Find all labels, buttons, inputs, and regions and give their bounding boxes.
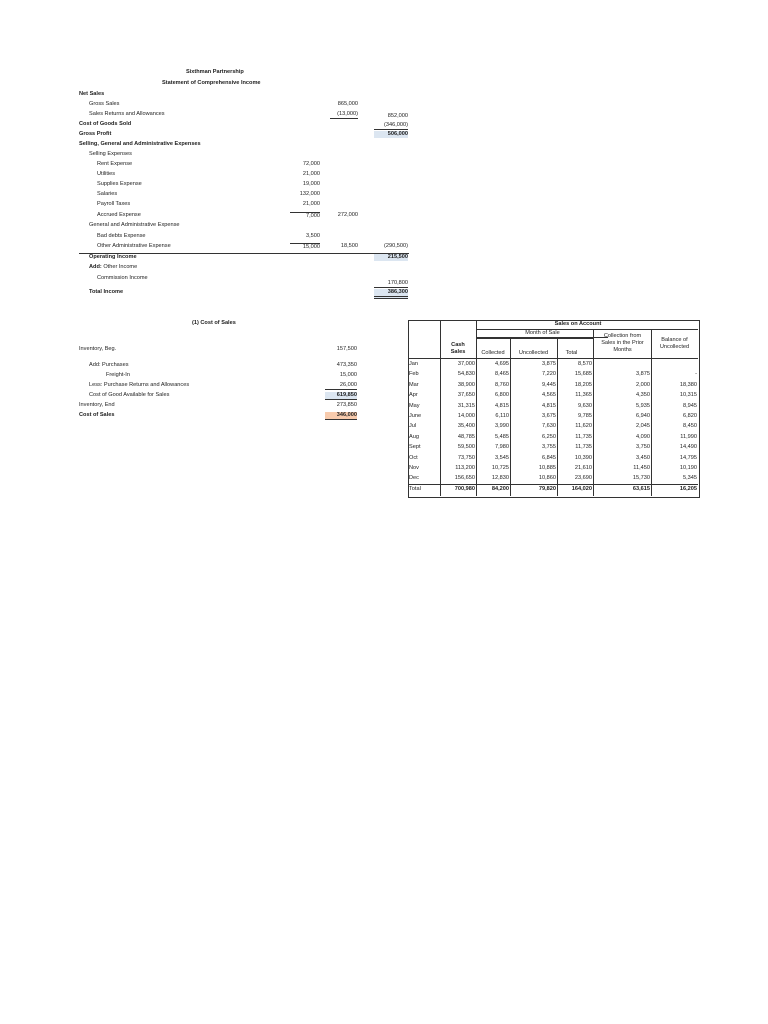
other-income-label: Other Income — [103, 264, 138, 270]
cell-collected: 4,695 — [495, 361, 509, 367]
cell-prior-collection: 3,875 — [636, 371, 650, 378]
cell-month: Apr — [409, 392, 418, 399]
rent-value: 72,000 — [302, 161, 320, 167]
cell-collected: 84,200 — [491, 485, 509, 492]
cell-collected: 8,760 — [495, 381, 509, 388]
bad-debts-value: 3,500 — [306, 233, 320, 239]
total-expenses-value: (290,500) — [384, 243, 408, 249]
row-line — [476, 338, 593, 339]
inventory-beg-value: 157,500 — [336, 346, 357, 352]
cell-balance: - — [695, 371, 697, 378]
cell-uncollected: 10,860 — [538, 475, 556, 482]
cell-cash-sales: 54,830 — [457, 371, 475, 378]
cell-collected: 12,830 — [491, 475, 509, 482]
gross-profit-label: Gross Profit — [79, 131, 112, 137]
payroll-taxes-value: 21,000 — [302, 201, 320, 207]
other-admin-label: Other Administrative Expense — [97, 243, 171, 249]
inventory-end-label: Inventory, End — [79, 402, 115, 408]
accrued-value: 7,000 — [290, 212, 320, 220]
total-header: Total — [565, 350, 578, 356]
cgas-value: 619,850 — [325, 392, 357, 400]
sales-table-title: Sales on Account — [554, 321, 602, 327]
commission-label: Commission Income — [97, 275, 148, 281]
cell-balance: 14,795 — [679, 454, 697, 461]
cell-uncollected: 10,885 — [538, 465, 556, 471]
cogs-value: (346,000) — [374, 122, 408, 130]
cell-collected: 7,980 — [495, 444, 509, 451]
cell-collected: 8,465 — [495, 371, 509, 378]
cell-uncollected: 6,250 — [542, 433, 556, 440]
cell-total: 23,690 — [574, 475, 592, 482]
cost-of-sales-label: Cost of Sales — [79, 412, 115, 418]
cell-cash-sales: 14,000 — [457, 413, 475, 419]
utilities-value: 21,000 — [302, 171, 320, 177]
cell-cash-sales: 37,650 — [457, 392, 475, 399]
prior-header-2: Sales in the Prior — [601, 340, 644, 346]
balance-header-1: Balance of — [661, 337, 688, 343]
purchases-label: Add: Purchases — [89, 362, 129, 368]
cell-balance: 18,380 — [679, 381, 697, 388]
cell-month: Oct — [409, 454, 418, 461]
cell-month: Jan — [409, 361, 419, 367]
cell-collected: 5,485 — [495, 433, 509, 440]
cell-month: May — [409, 402, 420, 409]
cell-balance: 10,190 — [679, 465, 697, 471]
cell-total: 15,685 — [574, 371, 592, 378]
net-sales-heading: Net Sales — [79, 91, 105, 97]
returns-value: (13,000) — [330, 111, 358, 119]
cost-of-sales-title: (1) Cost of Sales — [192, 320, 236, 326]
cell-collected: 4,815 — [495, 402, 509, 409]
uncollected-header: Uncollected — [518, 350, 549, 356]
cell-uncollected: 6,845 — [542, 454, 556, 461]
cell-collected: 3,990 — [495, 423, 509, 430]
cell-prior-collection: 4,350 — [636, 392, 650, 399]
salaries-label: Salaries — [97, 191, 118, 197]
admin-subtotal: 18,500 — [340, 243, 358, 249]
purchase-returns-value: 26,000 — [325, 382, 357, 390]
cell-prior-collection: 6,940 — [636, 413, 650, 419]
cell-total: 10,390 — [574, 454, 592, 461]
cell-prior-collection: 63,615 — [632, 485, 650, 492]
selling-subtotal: 272,000 — [337, 212, 358, 218]
cell-prior-collection: 3,750 — [636, 444, 650, 451]
cell-collected: 10,725 — [491, 465, 509, 471]
cell-balance: 8,945 — [683, 402, 697, 409]
cell-balance: 16,205 — [679, 485, 697, 492]
cell-uncollected: 3,675 — [542, 413, 556, 419]
prior-header-1: Collection from — [603, 333, 642, 339]
cell-balance: 6,820 — [683, 413, 697, 419]
other-income-heading — [89, 264, 137, 271]
cell-uncollected: 3,875 — [542, 361, 556, 367]
total-income-value: 386,300 — [374, 289, 408, 299]
cell-uncollected: 3,755 — [542, 444, 556, 451]
cell-cash-sales: 37,000 — [457, 361, 475, 367]
cell-month: Jul — [409, 423, 417, 430]
purchase-returns-label: Less: Purchase Returns and Allowances — [89, 382, 190, 388]
supplies-label: Supplies Expense — [97, 181, 142, 187]
net-sales-value: 852,000 — [387, 113, 408, 119]
cell-balance: 5,345 — [683, 475, 697, 482]
cell-month: Total — [409, 485, 421, 492]
utilities-label: Utilities — [97, 171, 116, 177]
cell-month: June — [409, 413, 422, 419]
freight-label: Freight-In — [106, 372, 130, 378]
cash-header-2: Sales — [450, 349, 466, 355]
cell-total: 8,570 — [578, 361, 592, 367]
cell-month: Dec — [409, 475, 419, 482]
sga-heading: Selling, General and Administrative Expenses — [79, 141, 201, 147]
cell-prior-collection: 3,450 — [636, 454, 650, 461]
cell-total: 21,610 — [574, 465, 592, 471]
cell-total: 11,735 — [575, 444, 592, 451]
bad-debts-label: Bad debts Expense — [97, 233, 146, 239]
prior-header-3: Months — [613, 347, 632, 353]
statement-title: Statement of Comprehensive Income — [162, 80, 261, 86]
returns-label: Sales Returns and Allowances — [89, 111, 165, 117]
cell-prior-collection: 15,730 — [632, 475, 650, 482]
cell-total: 11,735 — [575, 433, 592, 440]
rent-label: Rent Expense — [97, 161, 133, 167]
selling-expenses-heading: Selling Expenses — [89, 151, 132, 157]
cell-uncollected: 7,220 — [542, 371, 556, 378]
cell-uncollected: 4,565 — [542, 392, 556, 399]
header-bottom-line — [408, 358, 698, 359]
other-admin-value: 15,000 — [290, 243, 320, 251]
cell-total: 18,205 — [574, 381, 592, 388]
cell-uncollected: 7,630 — [542, 423, 556, 430]
cell-month: Aug — [409, 433, 419, 440]
operating-income-label: Operating Income — [89, 254, 137, 260]
gross-profit-value: 506,000 — [374, 131, 408, 138]
cell-cash-sales: 48,785 — [457, 433, 475, 440]
month-of-sale-header: Month of Sale — [476, 329, 608, 338]
gross-sales-value: 865,000 — [337, 101, 358, 107]
cell-month: Mar — [409, 381, 419, 388]
cell-cash-sales: 59,500 — [457, 444, 475, 451]
freight-value: 15,000 — [339, 372, 357, 378]
cell-cash-sales: 156,650 — [454, 475, 475, 482]
general-admin-heading: General and Administrative Expense — [89, 222, 180, 228]
cash-header-1: Cash — [451, 342, 465, 348]
cell-uncollected: 79,820 — [538, 485, 556, 492]
cell-cash-sales: 38,900 — [457, 381, 475, 388]
cell-cash-sales: 113,200 — [455, 465, 475, 471]
collected-header: Collected — [481, 350, 505, 356]
cell-prior-collection: 2,045 — [636, 423, 650, 430]
cell-prior-collection: 2,000 — [636, 381, 650, 388]
balance-header-2: Uncollected — [659, 344, 690, 350]
cell-uncollected: 4,815 — [542, 402, 556, 409]
inventory-end-value: 273,850 — [336, 402, 357, 408]
cell-collected: 6,800 — [495, 392, 509, 399]
cell-balance: 11,990 — [680, 433, 697, 440]
cell-month: Nov — [409, 465, 419, 471]
accrued-label: Accrued Expense — [97, 212, 141, 218]
salaries-value: 132,000 — [299, 191, 320, 197]
gross-sales-label: Gross Sales — [89, 101, 120, 107]
cell-month: Feb — [409, 371, 419, 378]
cell-prior-collection: 4,090 — [636, 433, 650, 440]
cell-balance: 10,315 — [679, 392, 697, 399]
payroll-taxes-label: Payroll Taxes — [97, 201, 131, 207]
cell-collected: 3,545 — [495, 454, 509, 461]
inventory-beg-label: Inventory, Beg. — [79, 346, 117, 352]
cgas-label: Cost of Good Available for Sales — [89, 392, 170, 398]
cell-uncollected: 9,445 — [542, 381, 556, 388]
cell-prior-collection: 11,450 — [633, 465, 650, 471]
cell-collected: 6,110 — [495, 413, 509, 419]
cogs-label: Cost of Goods Sold — [79, 121, 132, 127]
cell-total: 164,020 — [571, 485, 592, 492]
cell-cash-sales: 700,980 — [454, 485, 475, 492]
cell-cash-sales: 35,400 — [457, 423, 475, 430]
purchases-value: 473,350 — [336, 362, 357, 368]
cell-cash-sales: 31,315 — [457, 402, 475, 409]
cell-balance: 8,450 — [683, 423, 697, 430]
cell-total: 9,630 — [578, 402, 592, 409]
cell-prior-collection: 5,935 — [636, 402, 650, 409]
supplies-value: 19,000 — [302, 181, 320, 187]
company-name: Sixthman Partnership — [186, 69, 244, 75]
cell-total: 11,365 — [575, 392, 592, 399]
cell-month: Sept — [409, 444, 421, 451]
cost-of-sales-value: 346,000 — [325, 412, 357, 420]
add-prefix: Add: — [89, 264, 102, 270]
operating-income-value: 215,500 — [374, 254, 408, 261]
cell-total: 9,785 — [578, 413, 592, 419]
title-underline — [508, 320, 698, 330]
cell-balance: 14,490 — [679, 444, 697, 451]
commission-value: 170,800 — [374, 280, 408, 288]
total-income-label: Total Income — [89, 289, 124, 295]
cell-cash-sales: 73,750 — [457, 454, 475, 461]
cell-total: 11,620 — [575, 423, 592, 430]
